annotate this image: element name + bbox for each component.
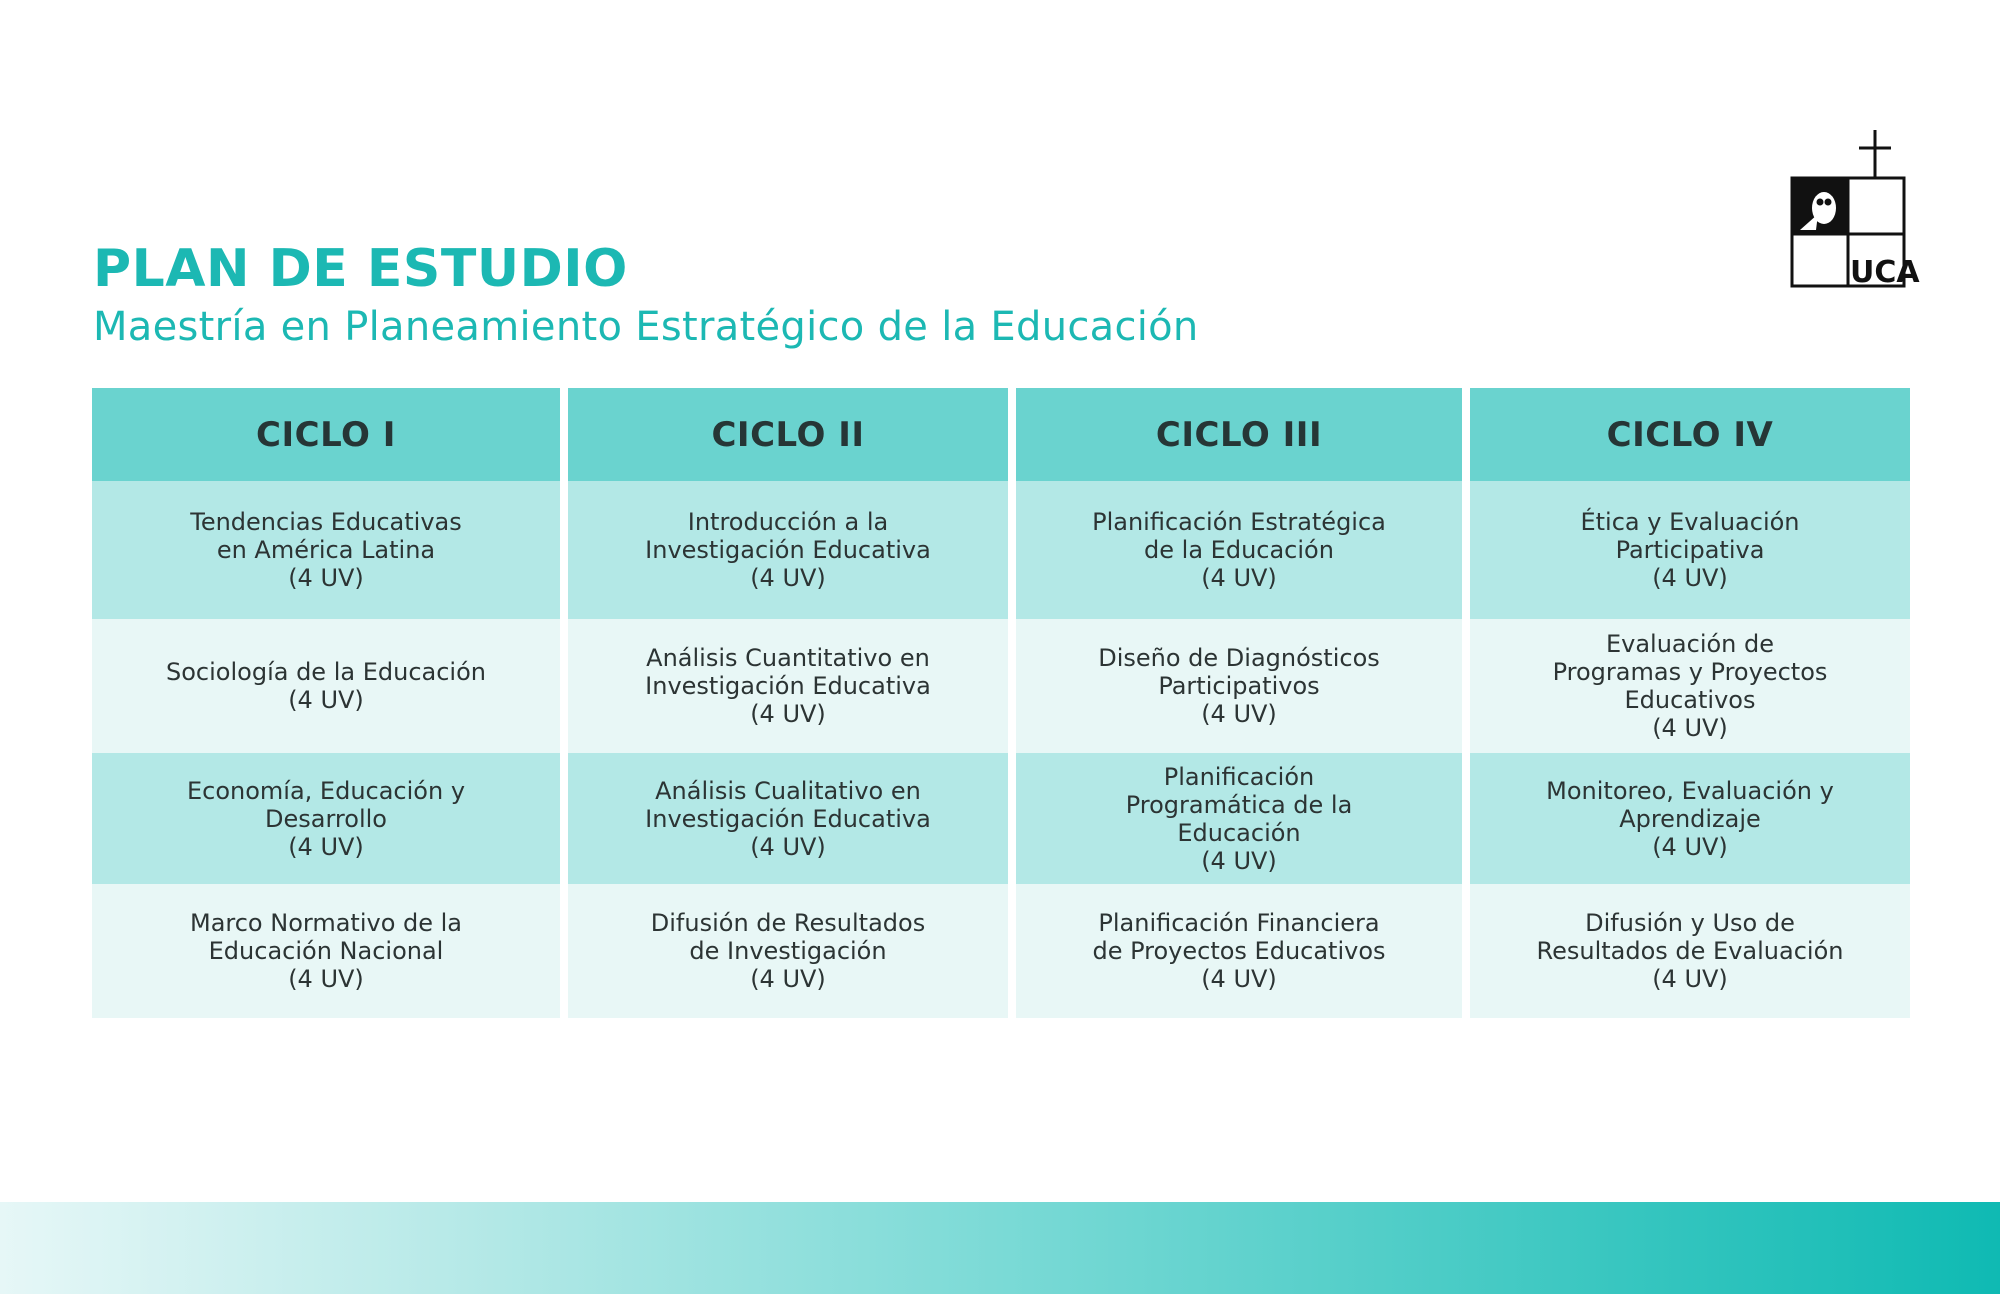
cycle-header: CICLO III [1016, 388, 1462, 481]
course-credits: (4 UV) [1652, 832, 1728, 861]
course-credits: (4 UV) [1201, 846, 1277, 875]
uca-logo-icon [1788, 130, 1920, 290]
course-cell [568, 884, 1008, 1018]
course-credits: (4 UV) [1652, 714, 1728, 742]
footer-gradient-bar [0, 1202, 2000, 1294]
course-credits: (4 UV) [1201, 965, 1277, 993]
course-cell [92, 753, 560, 884]
course-name: Introducción a la Investigación Educativa [645, 508, 931, 564]
page-title: PLAN DE ESTUDIO [93, 239, 628, 299]
course-name: Difusión de Resultados de Investigación [650, 909, 926, 965]
course-cell [92, 481, 560, 619]
course-name: Planificación Financiera de Proyectos Educativos [1092, 909, 1386, 965]
course-credits: (4 UV) [1652, 564, 1728, 592]
course-credits: (4 UV) [750, 832, 826, 861]
course-cell [1016, 884, 1462, 1018]
course-cell [568, 619, 1008, 753]
course-name: Planificación Programática de la Educación [1125, 762, 1353, 847]
cycle-header: CICLO II [568, 388, 1008, 481]
course-cell [1016, 753, 1462, 884]
course-credits: (4 UV) [750, 700, 826, 728]
course-cell [1470, 619, 1910, 753]
course-cell [568, 753, 1008, 884]
course-name: Economía, Educación y Desarrollo [186, 776, 466, 833]
course-name: Monitoreo, Evaluación y Aprendizaje [1546, 776, 1834, 833]
course-name: Análisis Cuantitativo en Investigación Educativa [645, 644, 931, 700]
course-credits: (4 UV) [750, 965, 826, 993]
course-name: Tendencias Educativas en América Latina [190, 508, 462, 564]
cycle-header: CICLO I [92, 388, 560, 481]
uca-logo-text: UCA [1850, 255, 1920, 290]
course-cell [568, 481, 1008, 619]
course-cell [1470, 884, 1910, 1018]
course-credits: (4 UV) [1652, 965, 1728, 993]
course-credits: (4 UV) [288, 965, 364, 993]
page-header [93, 238, 1199, 354]
course-name: Difusión y Uso de Resultados de Evaluación [1536, 909, 1844, 965]
uca-logo [1788, 130, 1920, 290]
course-name: Ética y Evaluación Participativa [1580, 508, 1800, 564]
course-cell [92, 619, 560, 753]
course-credits: (4 UV) [1201, 564, 1277, 592]
course-credits: (4 UV) [288, 564, 364, 592]
course-cell [1016, 481, 1462, 619]
course-cell [92, 884, 560, 1018]
course-name: Diseño de Diagnósticos Participativos [1098, 644, 1380, 700]
course-name: Sociología de la Educación [166, 658, 486, 686]
study-plan-table [92, 388, 1909, 1018]
course-name: Planificación Estratégica de la Educación [1092, 508, 1386, 564]
course-credits: (4 UV) [288, 686, 364, 714]
page-subtitle: Maestría en Planeamiento Estratégico de la Educación [93, 304, 1199, 350]
course-cell [1470, 481, 1910, 619]
course-cell [1470, 753, 1910, 884]
course-credits: (4 UV) [1201, 700, 1277, 728]
course-cell [1016, 619, 1462, 753]
course-credits: (4 UV) [288, 832, 364, 861]
course-name: Evaluación de Programas y Proyectos Educativos [1552, 630, 1828, 714]
course-name: Análisis Cualitativo en Investigación Educativa [645, 776, 931, 833]
cycle-header: CICLO IV [1470, 388, 1910, 481]
course-credits: (4 UV) [750, 564, 826, 592]
course-name: Marco Normativo de la Educación Nacional [189, 909, 463, 965]
